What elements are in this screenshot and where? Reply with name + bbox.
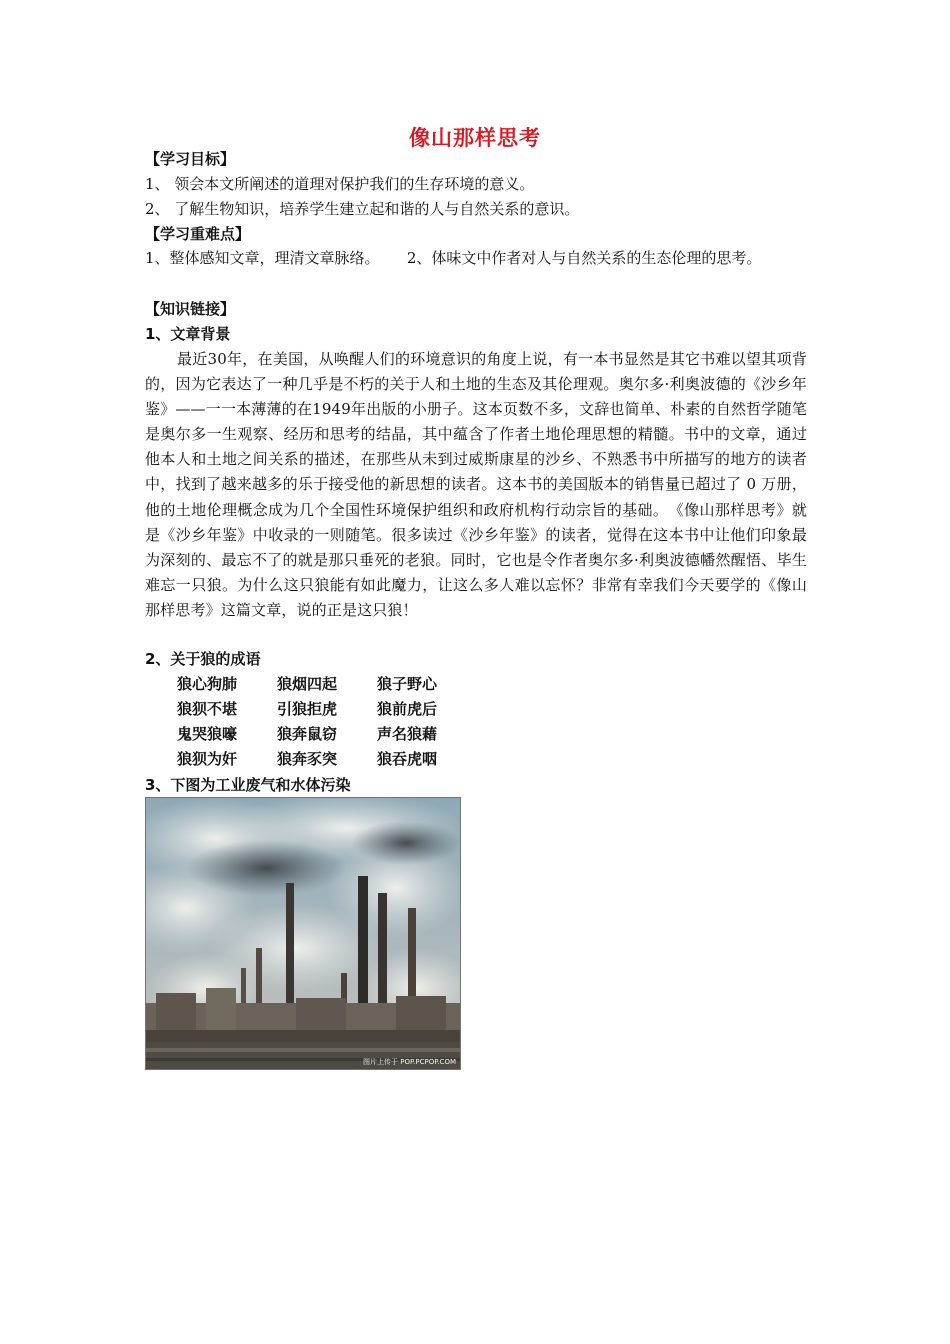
idiom-row: [177, 673, 477, 694]
idiom: 狼心狗肺: [177, 675, 238, 693]
photo-watermark: 图片上传于 POP.PCPOP.COM: [363, 1058, 456, 1066]
background-paragraph: 最近30年，在美国，从唤醒人们的环境意识的角度上说，有一本书显然是其它书难以望其项背的，因为它表达了一种几乎是不朽的关于人和土地的生态及其伦理观。奥尔多·利奥波德的《沙乡年鉴》——一一本薄薄的在1949年出版的小册子。这本页数不多，文辞也简单、朴素的自然哲学随笔是奥尔多一生观察、经历和思考的结晶，其中蕴含了作者土地伦理思想的精髓。书中的文章，通过他本人和土地之间关系的描述，在那些从未到过威斯康星的沙乡、不熟悉书中所描写的地方的读者中，找到了越来越多的乐于接受他的新思想的读者。这本书的美国版本的销售量已超过了 0 万册，他的土地伦理概念成为几个全国性环境保护组织和政府机构行动宗旨的基础。 《像山那样思考》就是《沙乡年鉴》中收录的一则随笔。很多读过《沙乡年鉴》的读者，觉得在这本书中让他们印象最为深刻的、最忘不了的就是那只垂死的老狼。同时，它也是令作者奥尔多·利奥波德幡然醒悟、毕生难忘一只狼。为什么这只狼能有如此魔力，让这么多人难以忘怀？非常有幸我们今天要学的《像山那样思考》这篇文章，说的正是这只狼！: [145, 350, 807, 619]
idiom: 狼狈不堪: [177, 700, 238, 718]
knowledge-heading: 【知识链接】: [145, 300, 236, 318]
idiom: 狼吞虎咽: [377, 750, 438, 768]
industrial-pollution-photo: [145, 797, 461, 1070]
idiom: 鬼哭狼嚎: [177, 725, 238, 743]
idiom: 狼奔豕突: [277, 750, 338, 768]
idiom-row: [177, 723, 477, 744]
pollution-heading: 3、下图为工业废气和水体污染: [145, 776, 351, 794]
objectives-heading: 【学习目标】: [145, 150, 236, 168]
idiom: 狼奔鼠窃: [277, 725, 338, 743]
idiom: 狼狈为奸: [177, 750, 238, 768]
idiom-row: [177, 698, 477, 719]
objective-item-1: 1、 领会本文所阐述的道理对保护我们的生存环境的意义。: [145, 175, 535, 193]
objective-item-2: 2、 了解生物知识，培养学生建立起和谐的人与自然关系的意识。: [145, 200, 580, 218]
idioms-heading: 2、关于狼的成语: [145, 650, 261, 668]
idiom: 声名狼藉: [377, 725, 438, 743]
idiom-row: [177, 748, 477, 769]
idiom: 狼烟四起: [277, 675, 338, 693]
key-points-heading: 【学习重难点】: [145, 225, 251, 243]
page-title: 像山那样思考: [409, 126, 541, 150]
idiom: 狼前虎后: [377, 700, 438, 718]
key-points-text: 1、整体感知文章，理清文章脉络。 2、体味文中作者对人与自然关系的生态伦理的思考。: [145, 249, 762, 267]
background-heading: 1、文章背景: [145, 325, 231, 343]
idiom: 狼子野心: [377, 675, 438, 693]
idiom: 引狼拒虎: [277, 700, 338, 718]
